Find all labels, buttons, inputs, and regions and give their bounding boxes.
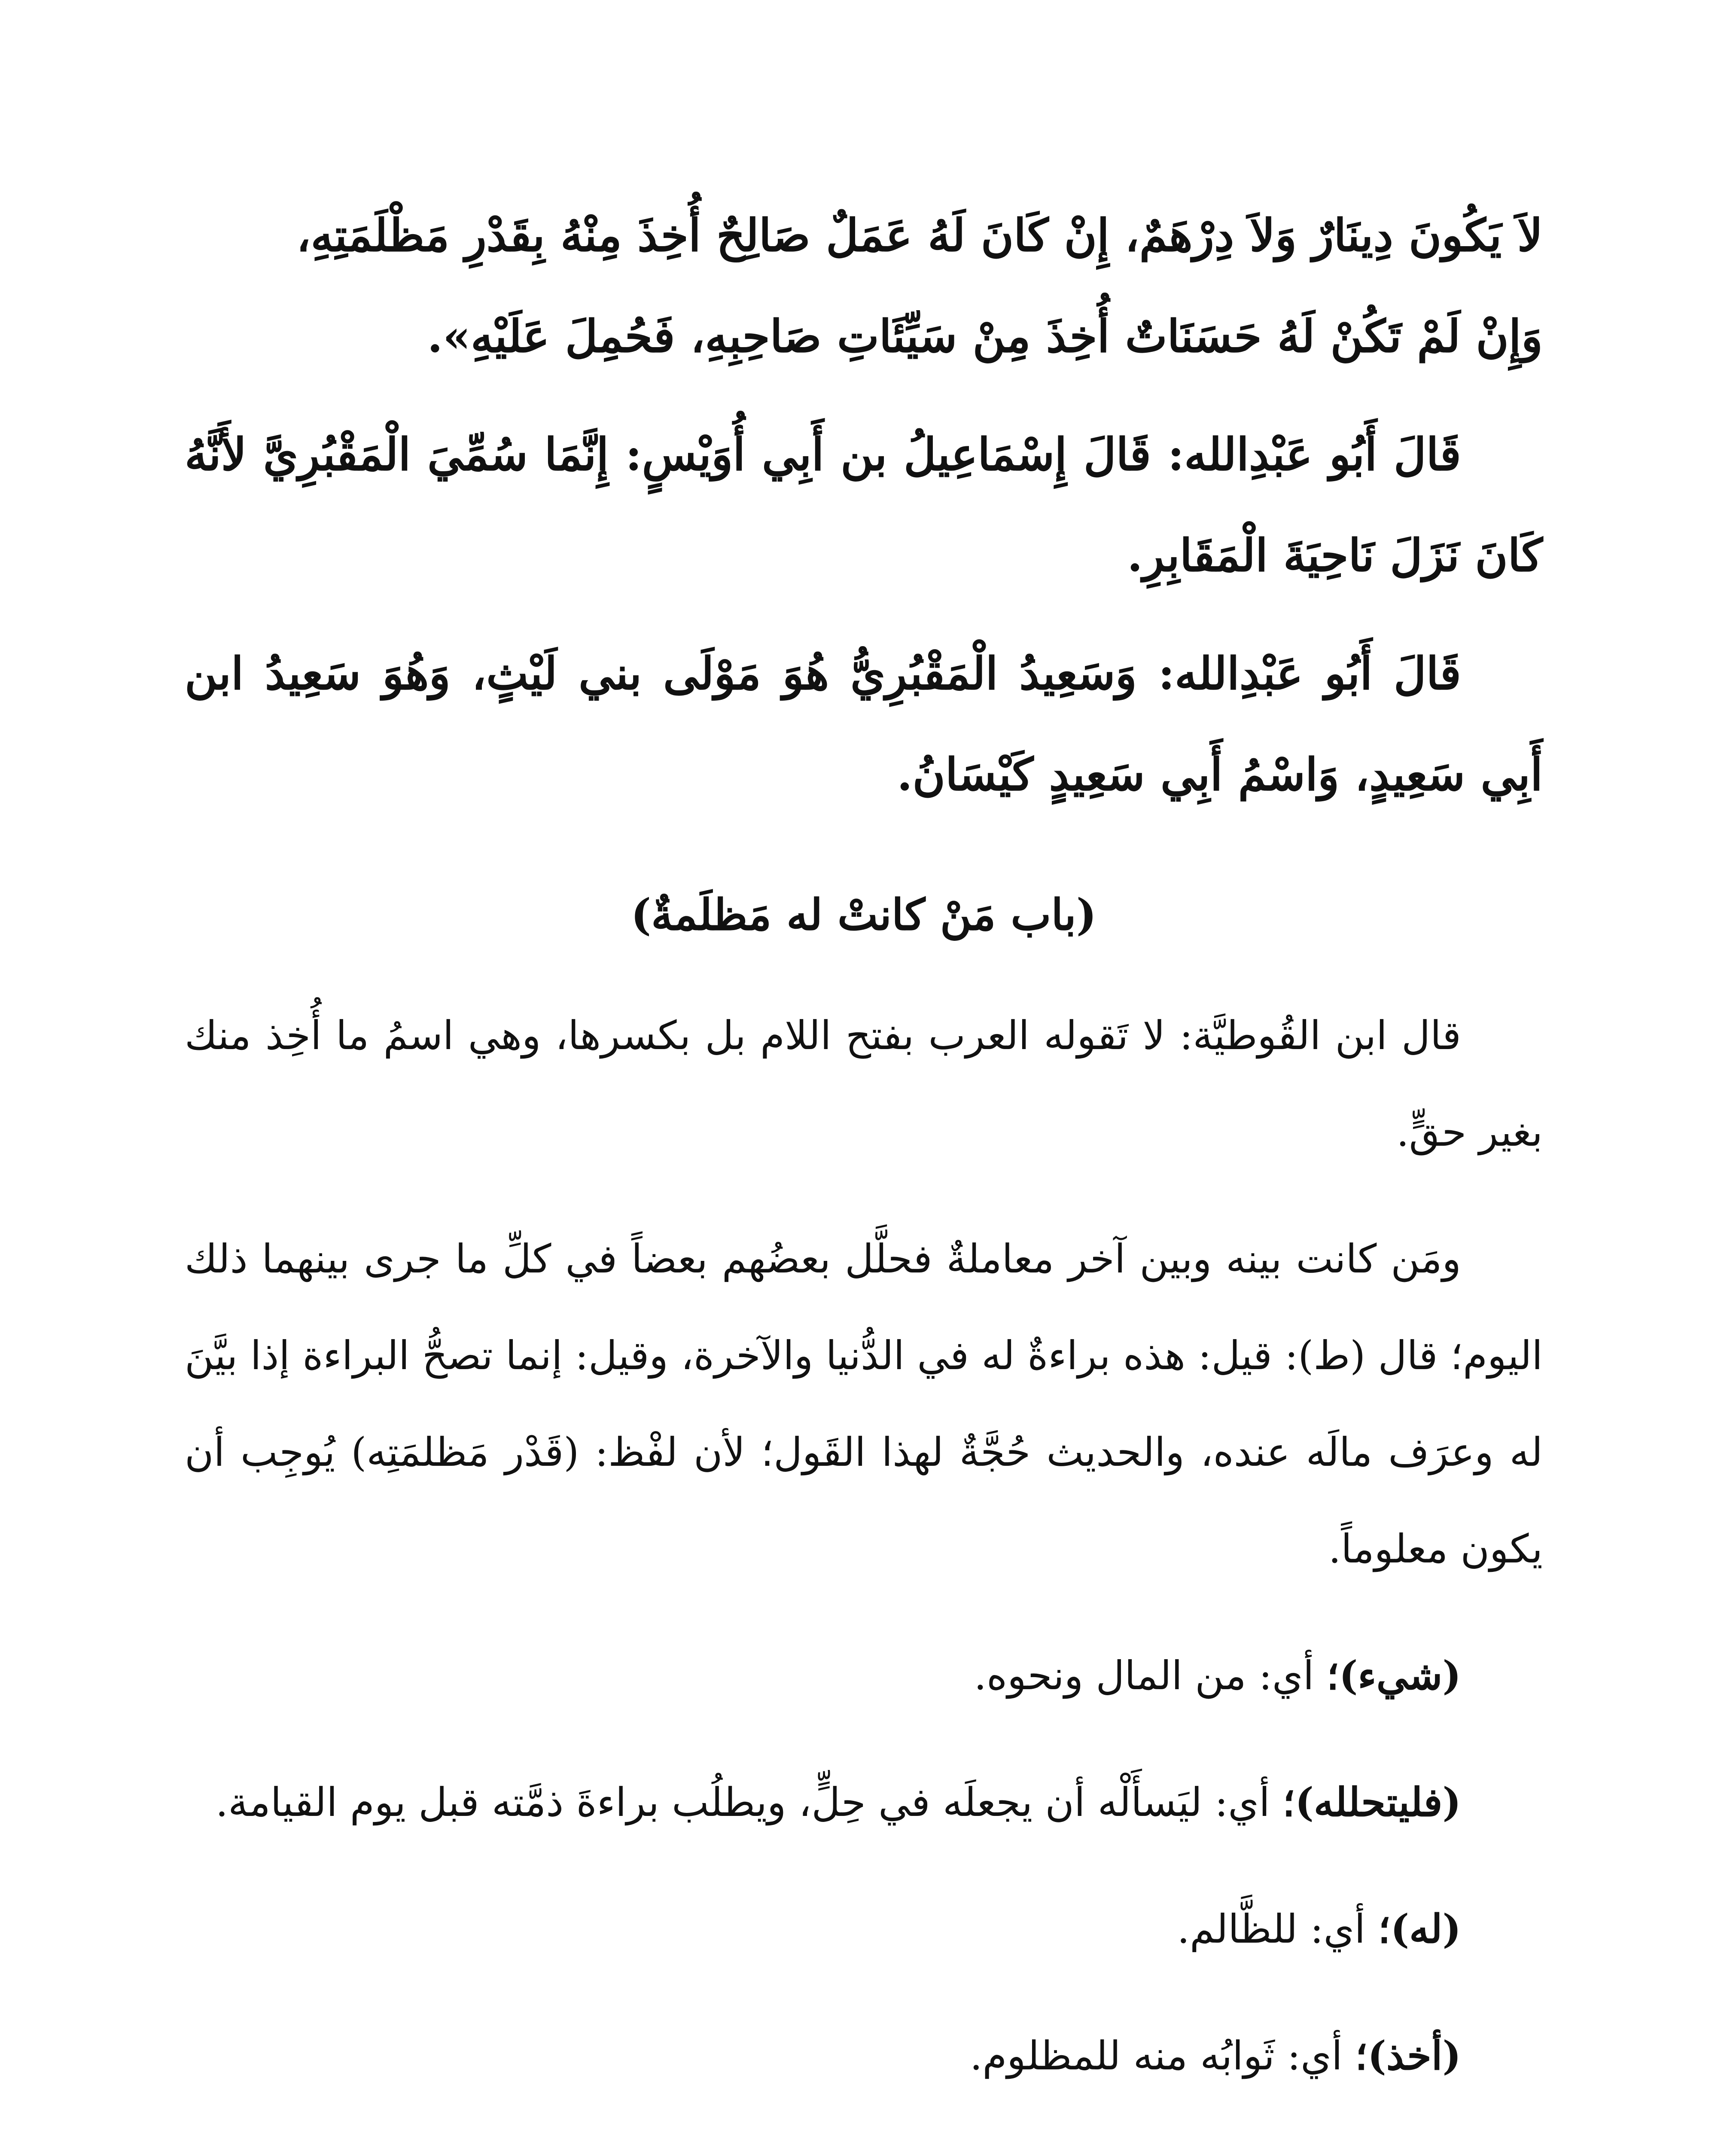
gloss-definition: أي: ليَسأَلْه أن يجعلَه في حِلٍّ، ويطلُب براءةَ ذمَّته قبل يوم القيامة. xyxy=(215,1779,1283,1825)
gloss-term: (فليتحلله)؛ xyxy=(1282,1779,1461,1825)
gloss-entry xyxy=(185,1627,1543,1724)
hadith-text-line: لاَ يَكُونَ دِينَارٌ وَلاَ دِرْهَمٌ، إِنْ كَانَ لَهُ عَمَلٌ صَالِحٌ أُخِذَ مِنْهُ بِقَدْرِ مَظْلَمَتِهِ، xyxy=(296,209,1543,262)
hadith-text-line: وَإِنْ لَمْ تَكُنْ لَهُ حَسَنَاتٌ أُخِذَ مِنْ سَيِّئَاتِ صَاحِبِهِ، فَحُمِلَ عَلَيْهِ». xyxy=(427,310,1543,363)
gloss-definition: أي: من المال ونحوه. xyxy=(974,1653,1327,1699)
hadith-commentary-paragraph: قَالَ أَبُو عَبْدِالله: قَالَ إِسْمَاعِيلُ بن أَبِي أُوَيْسٍ: إِنَّمَا سُمِّيَ الْمَقْبُرِيَّ لأَنَّهُ كَانَ نَزَلَ نَاحِيَةَ الْمَقَابِرِ. xyxy=(185,428,1543,582)
gloss-term: (له)؛ xyxy=(1378,1906,1461,1952)
gloss-term: (أخذ)؛ xyxy=(1355,2032,1461,2079)
gloss-term: (شيء)؛ xyxy=(1326,1652,1461,1699)
explanation-paragraph: ومَن كانت بينه وبين آخر معاملةٌ فحلَّل بعضُهم بعضاً في كلِّ ما جرى بينهما ذلك اليوم؛ قال (ط): قيل: هذه براءةٌ له في الدُّنيا والآخرة، وقيل: إنما تصحُّ البراءة إذا بيَّنَ له وعرَف مالَه عنده، والحديث حُجَّةٌ لهذا القَول؛ لأن لفْظ: (قَدْر مَظلمَتِه) يُوجِب أن يكون معلوماً. xyxy=(185,1236,1543,1572)
hadith-commentary-paragraph: قَالَ أَبُو عَبْدِالله: وَسَعِيدُ الْمَقْبُرِيُّ هُوَ مَوْلَى بني لَيْثٍ، وَهُوَ سَعِيدُ ابن أَبِي سَعِيدٍ، وَاسْمُ أَبِي سَعِيدٍ كَيْسَانُ. xyxy=(185,647,1543,801)
explanation-paragraph: قال ابن القُوطيَّة: لا تَقوله العرب بفتح اللام بل بكسرها، وهي اسمُ ما أُخِذ منك بغير حقٍّ. xyxy=(185,1013,1543,1155)
gloss-entry xyxy=(185,1881,1543,1977)
page-content xyxy=(185,185,1543,2104)
gloss-entry xyxy=(185,2008,1543,2104)
chapter-heading: (باب مَنْ كانتْ له مَظلَمةٌ) xyxy=(630,889,1097,940)
gloss-definition: أي: للظَّالم. xyxy=(1177,1906,1378,1952)
gloss-entry xyxy=(185,1754,1543,1851)
gloss-definition: أي: ثَوابُه منه للمظلوم. xyxy=(970,2033,1355,2079)
